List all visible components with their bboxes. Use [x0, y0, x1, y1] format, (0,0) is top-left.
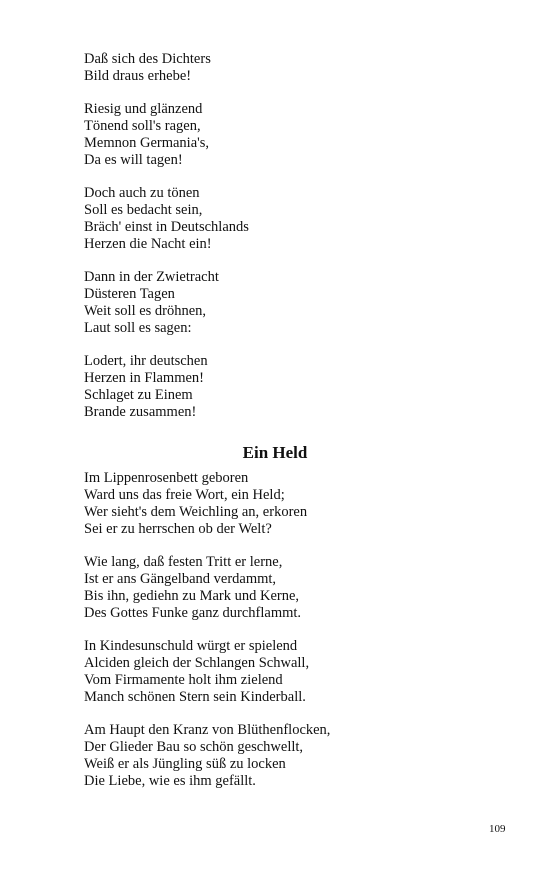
- verse-line: Manch schönen Stern sein Kinderball.: [84, 689, 306, 705]
- verse-line: Ward uns das freie Wort, ein Held;: [84, 487, 285, 503]
- stanza: [84, 554, 301, 622]
- stanza: [84, 185, 249, 253]
- verse-line: Sei er zu herrschen ob der Welt?: [84, 521, 272, 537]
- verse-line: Im Lippenrosenbett geboren: [84, 470, 249, 486]
- verse-line: Lodert, ihr deutschen: [84, 353, 208, 369]
- verse-line: Herzen in Flammen!: [84, 370, 204, 386]
- verse-line: In Kindesunschuld würgt er spielend: [84, 638, 298, 654]
- stanza: [84, 269, 219, 337]
- verse-line: Am Haupt den Kranz von Blüthenflocken,: [84, 722, 331, 738]
- verse-line: Schlaget zu Einem: [84, 387, 193, 403]
- verse-line: Memnon Germania's,: [84, 135, 210, 151]
- verse-line: Soll es bedacht sein,: [84, 202, 203, 218]
- poem-title: Ein Held: [242, 443, 308, 462]
- verse-line: Laut soll es sagen:: [84, 320, 192, 336]
- verse-line: Da es will tagen!: [84, 152, 183, 168]
- verse-line: Bis ihn, gediehn zu Mark und Kerne,: [84, 588, 300, 604]
- verse-line: Weit soll es dröhnen,: [84, 303, 207, 319]
- stanza: [84, 51, 211, 85]
- verse-line: Vom Firmamente holt ihm zielend: [84, 672, 283, 688]
- stanza: [84, 353, 208, 421]
- verse-line: Alciden gleich der Schlangen Schwall,: [84, 655, 310, 671]
- verse-line: Weiß er als Jüngling süß zu locken: [84, 756, 286, 772]
- stanza: [84, 722, 330, 790]
- verse-line: Wer sieht's dem Weichling an, erkoren: [84, 504, 308, 520]
- verse-line: Doch auch zu tönen: [84, 185, 200, 201]
- verse-line: Daß sich des Dichters: [84, 51, 211, 67]
- verse-line: Düsteren Tagen: [84, 286, 175, 302]
- stanza: [84, 101, 209, 169]
- stanza: [84, 470, 307, 538]
- verse-line: Brande zusammen!: [84, 404, 197, 420]
- verse-line: Dann in der Zwietracht: [84, 269, 219, 285]
- verse-line: Bild draus erhebe!: [84, 68, 192, 84]
- verse-line: Ist er ans Gängelband verdammt,: [84, 571, 277, 587]
- verse-line: Des Gottes Funke ganz durchflammt.: [84, 605, 302, 621]
- verse-line: Die Liebe, wie es ihm gefällt.: [84, 773, 256, 789]
- verse-line: Der Glieder Bau so schön geschwellt,: [84, 739, 304, 755]
- verse-line: Tönend soll's ragen,: [84, 118, 201, 134]
- verse-line: Bräch' einst in Deutschlands: [84, 219, 249, 235]
- verse-line: Wie lang, daß festen Tritt er lerne,: [84, 554, 283, 570]
- verse-line: Riesig und glänzend: [84, 101, 203, 117]
- page-number: 109: [489, 823, 506, 835]
- verse-line: Herzen die Nacht ein!: [84, 236, 212, 252]
- stanza: [84, 638, 309, 706]
